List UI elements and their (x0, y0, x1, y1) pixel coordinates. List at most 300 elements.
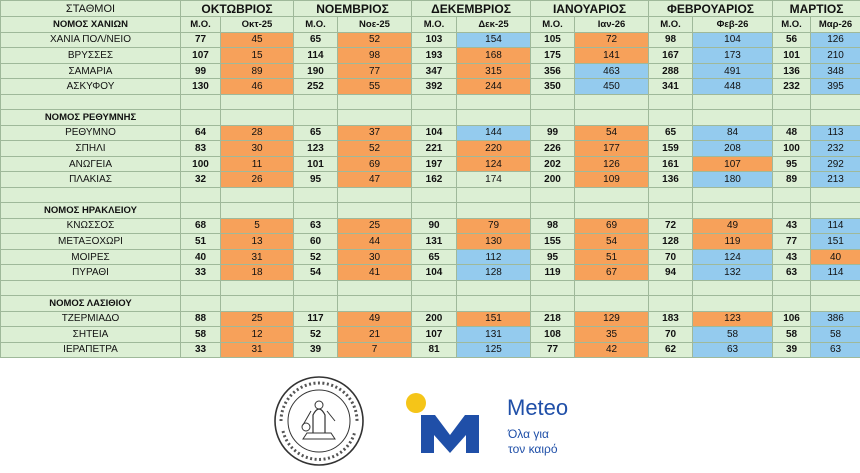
period-header: Ιαν-26 (575, 17, 649, 33)
monthly-average-cell: 347 (412, 63, 457, 79)
monthly-average-cell: 136 (773, 63, 811, 79)
blank-cell (773, 94, 811, 109)
observatory-seal-logo (273, 375, 365, 467)
monthly-average-cell: 100 (181, 156, 221, 172)
monthly-value-cell: 18 (221, 265, 294, 281)
monthly-value-cell: 69 (575, 218, 649, 234)
monthly-average-cell: 60 (294, 234, 338, 250)
monthly-value-cell: 114 (811, 218, 860, 234)
subheader-row (1, 17, 860, 33)
monthly-average-cell: 64 (181, 125, 221, 141)
monthly-value-cell: 63 (811, 342, 860, 358)
prefecture-blank-cell (773, 109, 811, 125)
blank-cell (338, 280, 412, 295)
monthly-value-cell: 131 (457, 327, 531, 343)
monthly-value-cell: 463 (575, 63, 649, 79)
monthly-value-cell: 154 (457, 32, 531, 48)
period-header: Νοε-25 (338, 17, 412, 33)
monthly-average-cell: 117 (294, 311, 338, 327)
monthly-average-cell: 197 (412, 156, 457, 172)
monthly-average-cell: 43 (773, 249, 811, 265)
month-header: ΝΟΕΜΒΡΙΟΣ (294, 1, 412, 17)
monthly-average-cell: 107 (181, 48, 221, 64)
monthly-average-cell: 65 (412, 249, 457, 265)
monthly-average-cell: 200 (412, 311, 457, 327)
monthly-average-cell: 77 (773, 234, 811, 250)
station-name: ΧΑΝΙΑ ΠΟΛ/ΝΕΙΟ (1, 32, 181, 48)
prefecture-blank-cell (338, 295, 412, 311)
monthly-average-cell: 114 (294, 48, 338, 64)
blank-row (1, 187, 860, 202)
monthly-average-cell: 232 (773, 79, 811, 95)
meteo-brand-name: Meteo (507, 395, 569, 420)
prefecture-blank-cell (181, 109, 221, 125)
prefecture-blank-cell (181, 295, 221, 311)
monthly-average-cell: 48 (773, 125, 811, 141)
footer (0, 361, 860, 473)
prefecture-blank-cell (294, 202, 338, 218)
station-name: ΚΝΩΣΣΟΣ (1, 218, 181, 234)
monthly-value-cell: 31 (221, 249, 294, 265)
avg-header: Μ.Ο. (773, 17, 811, 33)
prefecture-blank-cell (412, 295, 457, 311)
blank-cell (1, 187, 181, 202)
blank-cell (412, 187, 457, 202)
monthly-average-cell: 183 (649, 311, 693, 327)
monthly-value-cell: 35 (575, 327, 649, 343)
blank-cell (649, 280, 693, 295)
monthly-average-cell: 221 (412, 141, 457, 157)
prefecture-blank-cell (575, 295, 649, 311)
monthly-value-cell: 114 (811, 265, 860, 281)
monthly-average-cell: 32 (181, 172, 221, 188)
table-row (1, 125, 860, 141)
blank-cell (575, 94, 649, 109)
blank-cell (531, 187, 575, 202)
monthly-value-cell: 448 (693, 79, 773, 95)
blank-cell (811, 94, 860, 109)
monthly-average-cell: 33 (181, 342, 221, 358)
monthly-value-cell: 5 (221, 218, 294, 234)
monthly-average-cell: 136 (649, 172, 693, 188)
monthly-value-cell: 15 (221, 48, 294, 64)
table-row (1, 265, 860, 281)
station-name: ΣΠΗΛΙ (1, 141, 181, 157)
table-row (1, 234, 860, 250)
monthly-average-cell: 58 (773, 327, 811, 343)
monthly-average-cell: 99 (531, 125, 575, 141)
monthly-value-cell: 130 (457, 234, 531, 250)
monthly-average-cell: 56 (773, 32, 811, 48)
blank-cell (221, 280, 294, 295)
monthly-value-cell: 54 (575, 234, 649, 250)
station-name: ΤΖΕΡΜΙΑΔΟ (1, 311, 181, 327)
blank-cell (338, 187, 412, 202)
monthly-average-cell: 51 (181, 234, 221, 250)
monthly-average-cell: 70 (649, 327, 693, 343)
monthly-value-cell: 63 (693, 342, 773, 358)
monthly-average-cell: 130 (181, 79, 221, 95)
table-row (1, 311, 860, 327)
table-row (1, 327, 860, 343)
monthly-average-cell: 39 (294, 342, 338, 358)
monthly-value-cell: 124 (457, 156, 531, 172)
prefecture-blank-cell (575, 109, 649, 125)
monthly-value-cell: 208 (693, 141, 773, 157)
monthly-average-cell: 252 (294, 79, 338, 95)
table-body (1, 1, 860, 358)
monthly-value-cell: 52 (338, 141, 412, 157)
monthly-value-cell: 244 (457, 79, 531, 95)
monthly-average-cell: 95 (773, 156, 811, 172)
monthly-average-cell: 65 (649, 125, 693, 141)
monthly-value-cell: 77 (338, 63, 412, 79)
avg-header: Μ.Ο. (649, 17, 693, 33)
station-name: ΜΕΤΑΞΟΧΩΡΙ (1, 234, 181, 250)
monthly-value-cell: 51 (575, 249, 649, 265)
prefecture-name: ΝΟΜΟΣ ΛΑΣΙΘΙΟΥ (1, 295, 181, 311)
blank-cell (575, 187, 649, 202)
station-name: ΜΟΙΡΕΣ (1, 249, 181, 265)
blank-cell (811, 187, 860, 202)
table-row (1, 48, 860, 64)
blank-cell (693, 280, 773, 295)
prefecture-row (1, 202, 860, 218)
prefecture-blank-cell (457, 202, 531, 218)
monthly-average-cell: 43 (773, 218, 811, 234)
monthly-value-cell: 67 (575, 265, 649, 281)
monthly-average-cell: 70 (649, 249, 693, 265)
monthly-average-cell: 101 (294, 156, 338, 172)
monthly-average-cell: 175 (531, 48, 575, 64)
monthly-average-cell: 65 (294, 125, 338, 141)
month-header: ΜΑΡΤΙΟΣ (773, 1, 860, 17)
station-name: ΡΕΘΥΜΝΟ (1, 125, 181, 141)
monthly-value-cell: 37 (338, 125, 412, 141)
station-name: ΠΛΑΚΙΑΣ (1, 172, 181, 188)
monthly-value-cell: 30 (338, 249, 412, 265)
monthly-average-cell: 341 (649, 79, 693, 95)
monthly-average-cell: 94 (649, 265, 693, 281)
monthly-value-cell: 386 (811, 311, 860, 327)
monthly-value-cell: 126 (575, 156, 649, 172)
month-header: ΦΕΒΡΟΥΑΡΙΟΣ (649, 1, 773, 17)
prefecture-blank-cell (531, 109, 575, 125)
monthly-value-cell: 491 (693, 63, 773, 79)
monthly-value-cell: 69 (338, 156, 412, 172)
monthly-average-cell: 52 (294, 327, 338, 343)
monthly-value-cell: 89 (221, 63, 294, 79)
monthly-value-cell: 40 (811, 249, 860, 265)
blank-cell (338, 94, 412, 109)
month-header: ΟΚΤΩΒΡΙΟΣ (181, 1, 294, 17)
blank-cell (531, 94, 575, 109)
prefecture-blank-cell (811, 295, 860, 311)
monthly-value-cell: 113 (811, 125, 860, 141)
monthly-value-cell: 151 (457, 311, 531, 327)
monthly-value-cell: 151 (811, 234, 860, 250)
table-row (1, 218, 860, 234)
avg-header: Μ.Ο. (181, 17, 221, 33)
monthly-average-cell: 65 (294, 32, 338, 48)
monthly-average-cell: 83 (181, 141, 221, 157)
monthly-average-cell: 63 (294, 218, 338, 234)
blank-row (1, 280, 860, 295)
blank-cell (811, 280, 860, 295)
monthly-value-cell: 98 (338, 48, 412, 64)
monthly-value-cell: 123 (693, 311, 773, 327)
station-name: ΣΗΤΕΙΑ (1, 327, 181, 343)
monthly-value-cell: 112 (457, 249, 531, 265)
prefecture-blank-cell (693, 295, 773, 311)
monthly-value-cell: 13 (221, 234, 294, 250)
monthly-value-cell: 168 (457, 48, 531, 64)
blank-cell (693, 94, 773, 109)
blank-cell (181, 280, 221, 295)
monthly-average-cell: 63 (773, 265, 811, 281)
monthly-average-cell: 98 (531, 218, 575, 234)
prefecture-blank-cell (649, 295, 693, 311)
avg-header: Μ.Ο. (294, 17, 338, 33)
monthly-value-cell: 84 (693, 125, 773, 141)
monthly-average-cell: 95 (294, 172, 338, 188)
monthly-value-cell: 124 (693, 249, 773, 265)
monthly-value-cell: 25 (221, 311, 294, 327)
monthly-value-cell: 28 (221, 125, 294, 141)
monthly-value-cell: 125 (457, 342, 531, 358)
monthly-value-cell: 58 (811, 327, 860, 343)
monthly-value-cell: 128 (457, 265, 531, 281)
monthly-value-cell: 42 (575, 342, 649, 358)
monthly-value-cell: 132 (693, 265, 773, 281)
month-header: ΙΑΝΟΥΑΡΙΟΣ (531, 1, 649, 17)
monthly-value-cell: 72 (575, 32, 649, 48)
month-header: ΔΕΚΕΜΒΡΙΟΣ (412, 1, 531, 17)
monthly-average-cell: 200 (531, 172, 575, 188)
period-header: Δεκ-25 (457, 17, 531, 33)
prefecture-blank-cell (294, 295, 338, 311)
prefecture-blank-cell (773, 202, 811, 218)
prefecture-blank-cell (575, 202, 649, 218)
monthly-average-cell: 106 (773, 311, 811, 327)
monthly-average-cell: 81 (412, 342, 457, 358)
period-header: Μαρ-26 (811, 17, 860, 33)
blank-cell (457, 187, 531, 202)
table-row (1, 63, 860, 79)
monthly-average-cell: 190 (294, 63, 338, 79)
monthly-value-cell: 141 (575, 48, 649, 64)
blank-cell (531, 280, 575, 295)
monthly-value-cell: 109 (575, 172, 649, 188)
monthly-average-cell: 90 (412, 218, 457, 234)
blank-cell (412, 94, 457, 109)
monthly-average-cell: 107 (412, 327, 457, 343)
blank-cell (773, 280, 811, 295)
table-row (1, 141, 860, 157)
table-row (1, 156, 860, 172)
monthly-average-cell: 123 (294, 141, 338, 157)
prefecture-blank-cell (181, 202, 221, 218)
month-header-row (1, 1, 860, 17)
monthly-average-cell: 108 (531, 327, 575, 343)
monthly-value-cell: 54 (575, 125, 649, 141)
monthly-average-cell: 101 (773, 48, 811, 64)
monthly-average-cell: 77 (181, 32, 221, 48)
monthly-average-cell: 128 (649, 234, 693, 250)
monthly-value-cell: 7 (338, 342, 412, 358)
monthly-value-cell: 450 (575, 79, 649, 95)
station-name: ΒΡΥΣΣΕΣ (1, 48, 181, 64)
monthly-average-cell: 39 (773, 342, 811, 358)
monthly-value-cell: 213 (811, 172, 860, 188)
prefecture-blank-cell (221, 295, 294, 311)
monthly-average-cell: 54 (294, 265, 338, 281)
prefecture-blank-cell (773, 295, 811, 311)
blank-cell (412, 280, 457, 295)
table-row (1, 249, 860, 265)
blank-cell (457, 280, 531, 295)
monthly-value-cell: 55 (338, 79, 412, 95)
blank-row (1, 94, 860, 109)
prefecture-blank-cell (649, 202, 693, 218)
monthly-value-cell: 129 (575, 311, 649, 327)
blank-cell (181, 187, 221, 202)
prefecture-row (1, 295, 860, 311)
monthly-value-cell: 25 (338, 218, 412, 234)
blank-cell (649, 187, 693, 202)
monthly-value-cell: 21 (338, 327, 412, 343)
blank-cell (221, 94, 294, 109)
monthly-average-cell: 161 (649, 156, 693, 172)
station-name: ΣΑΜΑΡΙΑ (1, 63, 181, 79)
prefecture-blank-cell (221, 109, 294, 125)
monthly-value-cell: 177 (575, 141, 649, 157)
blank-cell (294, 94, 338, 109)
monthly-value-cell: 210 (811, 48, 860, 64)
monthly-average-cell: 350 (531, 79, 575, 95)
monthly-value-cell: 49 (338, 311, 412, 327)
station-name: ΠΥΡΑΘΙ (1, 265, 181, 281)
monthly-value-cell: 47 (338, 172, 412, 188)
monthly-value-cell: 220 (457, 141, 531, 157)
monthly-value-cell: 11 (221, 156, 294, 172)
monthly-average-cell: 72 (649, 218, 693, 234)
period-header: Οκτ-25 (221, 17, 294, 33)
monthly-value-cell: 45 (221, 32, 294, 48)
monthly-average-cell: 392 (412, 79, 457, 95)
monthly-average-cell: 218 (531, 311, 575, 327)
monthly-average-cell: 98 (649, 32, 693, 48)
monthly-average-cell: 131 (412, 234, 457, 250)
station-name: ΑΣΚΥΦΟΥ (1, 79, 181, 95)
period-header: Φεβ-26 (693, 17, 773, 33)
prefecture-blank-cell (221, 202, 294, 218)
monthly-value-cell: 119 (693, 234, 773, 250)
monthly-value-cell: 46 (221, 79, 294, 95)
monthly-value-cell: 173 (693, 48, 773, 64)
stations-header: ΣΤΑΘΜΟΙ (1, 1, 181, 17)
prefecture-blank-cell (412, 202, 457, 218)
monthly-average-cell: 104 (412, 125, 457, 141)
monthly-value-cell: 44 (338, 234, 412, 250)
blank-cell (649, 94, 693, 109)
monthly-value-cell: 126 (811, 32, 860, 48)
monthly-average-cell: 193 (412, 48, 457, 64)
monthly-average-cell: 105 (531, 32, 575, 48)
monthly-value-cell: 174 (457, 172, 531, 188)
monthly-average-cell: 226 (531, 141, 575, 157)
prefecture-blank-cell (811, 109, 860, 125)
monthly-average-cell: 104 (412, 265, 457, 281)
table-row (1, 172, 860, 188)
monthly-value-cell: 52 (338, 32, 412, 48)
prefecture-name: ΝΟΜΟΣ ΡΕΘΥΜΝΗΣ (1, 109, 181, 125)
monthly-average-cell: 99 (181, 63, 221, 79)
prefecture-blank-cell (693, 109, 773, 125)
monthly-average-cell: 356 (531, 63, 575, 79)
prefecture-blank-cell (338, 202, 412, 218)
monthly-average-cell: 52 (294, 249, 338, 265)
prefecture-name: ΝΟΜΟΣ ΗΡΑΚΛΕΙΟΥ (1, 202, 181, 218)
monthly-average-cell: 95 (531, 249, 575, 265)
monthly-average-cell: 100 (773, 141, 811, 157)
prefecture-blank-cell (693, 202, 773, 218)
blank-cell (294, 280, 338, 295)
monthly-value-cell: 144 (457, 125, 531, 141)
prefecture-blank-cell (338, 109, 412, 125)
blank-cell (693, 187, 773, 202)
blank-cell (1, 94, 181, 109)
blank-cell (773, 187, 811, 202)
monthly-average-cell: 58 (181, 327, 221, 343)
table-row (1, 342, 860, 358)
monthly-value-cell: 232 (811, 141, 860, 157)
table-row (1, 79, 860, 95)
monthly-value-cell: 31 (221, 342, 294, 358)
avg-header: Μ.Ο. (412, 17, 457, 33)
monthly-average-cell: 288 (649, 63, 693, 79)
meteo-tagline-line-1: Όλα για (508, 427, 549, 441)
blank-cell (221, 187, 294, 202)
monthly-average-cell: 68 (181, 218, 221, 234)
monthly-average-cell: 40 (181, 249, 221, 265)
monthly-value-cell: 12 (221, 327, 294, 343)
blank-cell (457, 94, 531, 109)
monthly-average-cell: 89 (773, 172, 811, 188)
monthly-average-cell: 202 (531, 156, 575, 172)
monthly-value-cell: 49 (693, 218, 773, 234)
monthly-value-cell: 58 (693, 327, 773, 343)
monthly-value-cell: 395 (811, 79, 860, 95)
meteo-logo-icon (403, 389, 495, 459)
monthly-average-cell: 103 (412, 32, 457, 48)
prefecture-label: ΝΟΜΟΣ ΧΑΝΙΩΝ (1, 17, 181, 33)
monthly-value-cell: 292 (811, 156, 860, 172)
blank-cell (575, 280, 649, 295)
monthly-value-cell: 315 (457, 63, 531, 79)
prefecture-row (1, 109, 860, 125)
prefecture-blank-cell (457, 295, 531, 311)
monthly-value-cell: 348 (811, 63, 860, 79)
meteo-tagline-line-2: τον καιρό (508, 442, 558, 456)
monthly-average-cell: 33 (181, 265, 221, 281)
blank-cell (294, 187, 338, 202)
monthly-value-cell: 41 (338, 265, 412, 281)
prefecture-blank-cell (811, 202, 860, 218)
blank-cell (1, 280, 181, 295)
monthly-value-cell: 26 (221, 172, 294, 188)
monthly-value-cell: 104 (693, 32, 773, 48)
